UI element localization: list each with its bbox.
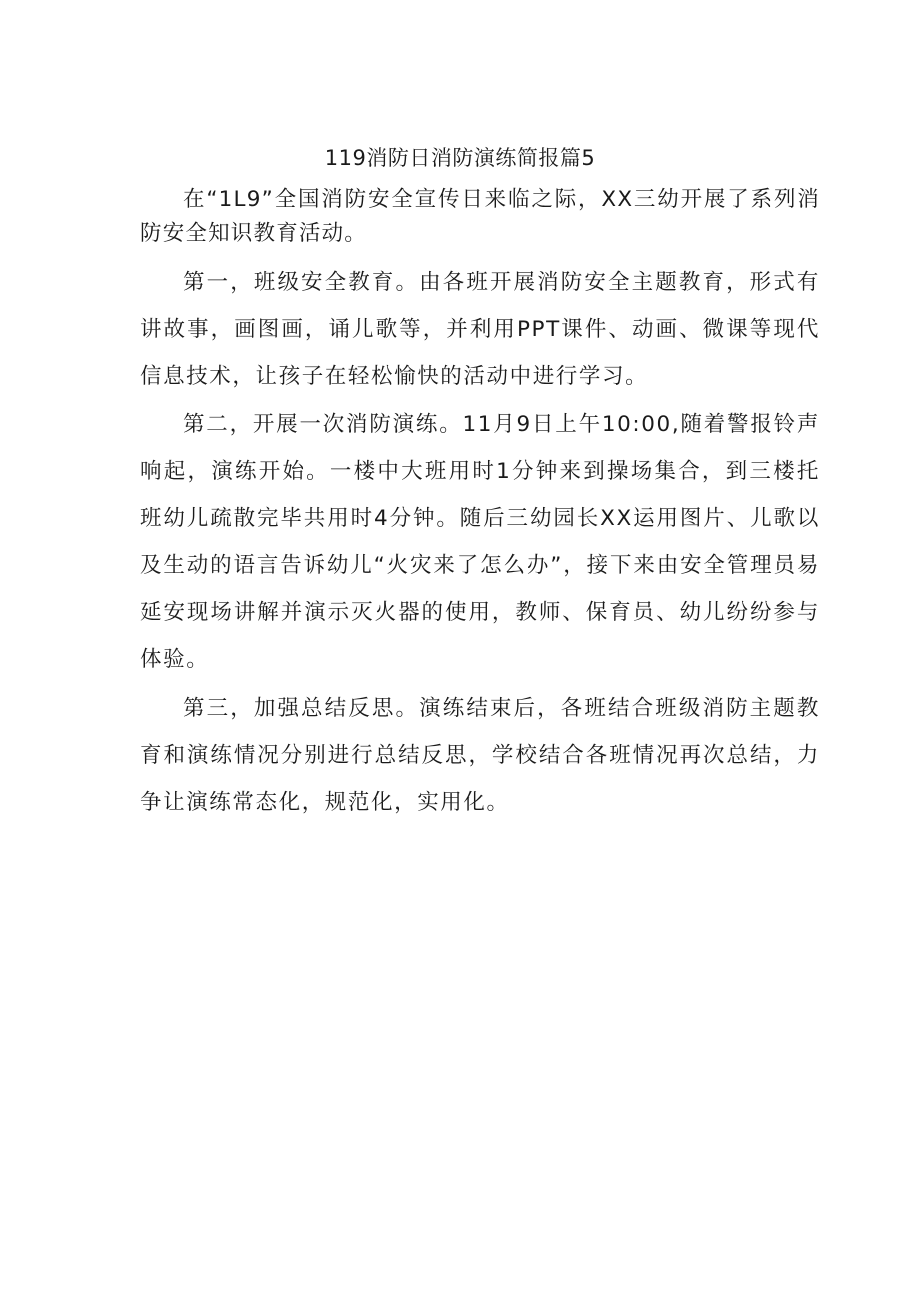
paragraph-second: 第二，开展一次消防演练。11月9日上午10:00,随着警报铃声响起，演练开始。一楼中大班用时1分钟来到操场集合，到三楼托班幼儿疏散完毕共用时4分钟。随后三幼园长XX运用图片、儿歌以及生动的语言告诉幼儿“火灾来了怎么办”，接下来由安全管理员易延安现场讲解并演示灭火器的使用，教师、保育员、幼儿纷纷参与体验。 bbox=[140, 412, 820, 672]
document-title: 119消防日消防演练简报篇5 bbox=[324, 146, 596, 170]
paragraph-first: 第一，班级安全教育。由各班开展消防安全主题教育，形式有讲故事，画图画，诵儿歌等，并利用PPT课件、动画、微课等现代信息技术，让孩子在轻松愉快的活动中进行学习。 bbox=[140, 270, 820, 389]
paragraph-intro: 在“1L9”全国消防安全宣传日来临之际，XX三幼开展了系列消防安全知识教育活动。 bbox=[140, 187, 820, 246]
paragraph-third: 第三，加强总结反思。演练结束后，各班结合班级消防主题教育和演练情况分别进行总结反思，学校结合各班情况再次总结，力争让演练常态化，规范化，实用化。 bbox=[140, 696, 820, 815]
